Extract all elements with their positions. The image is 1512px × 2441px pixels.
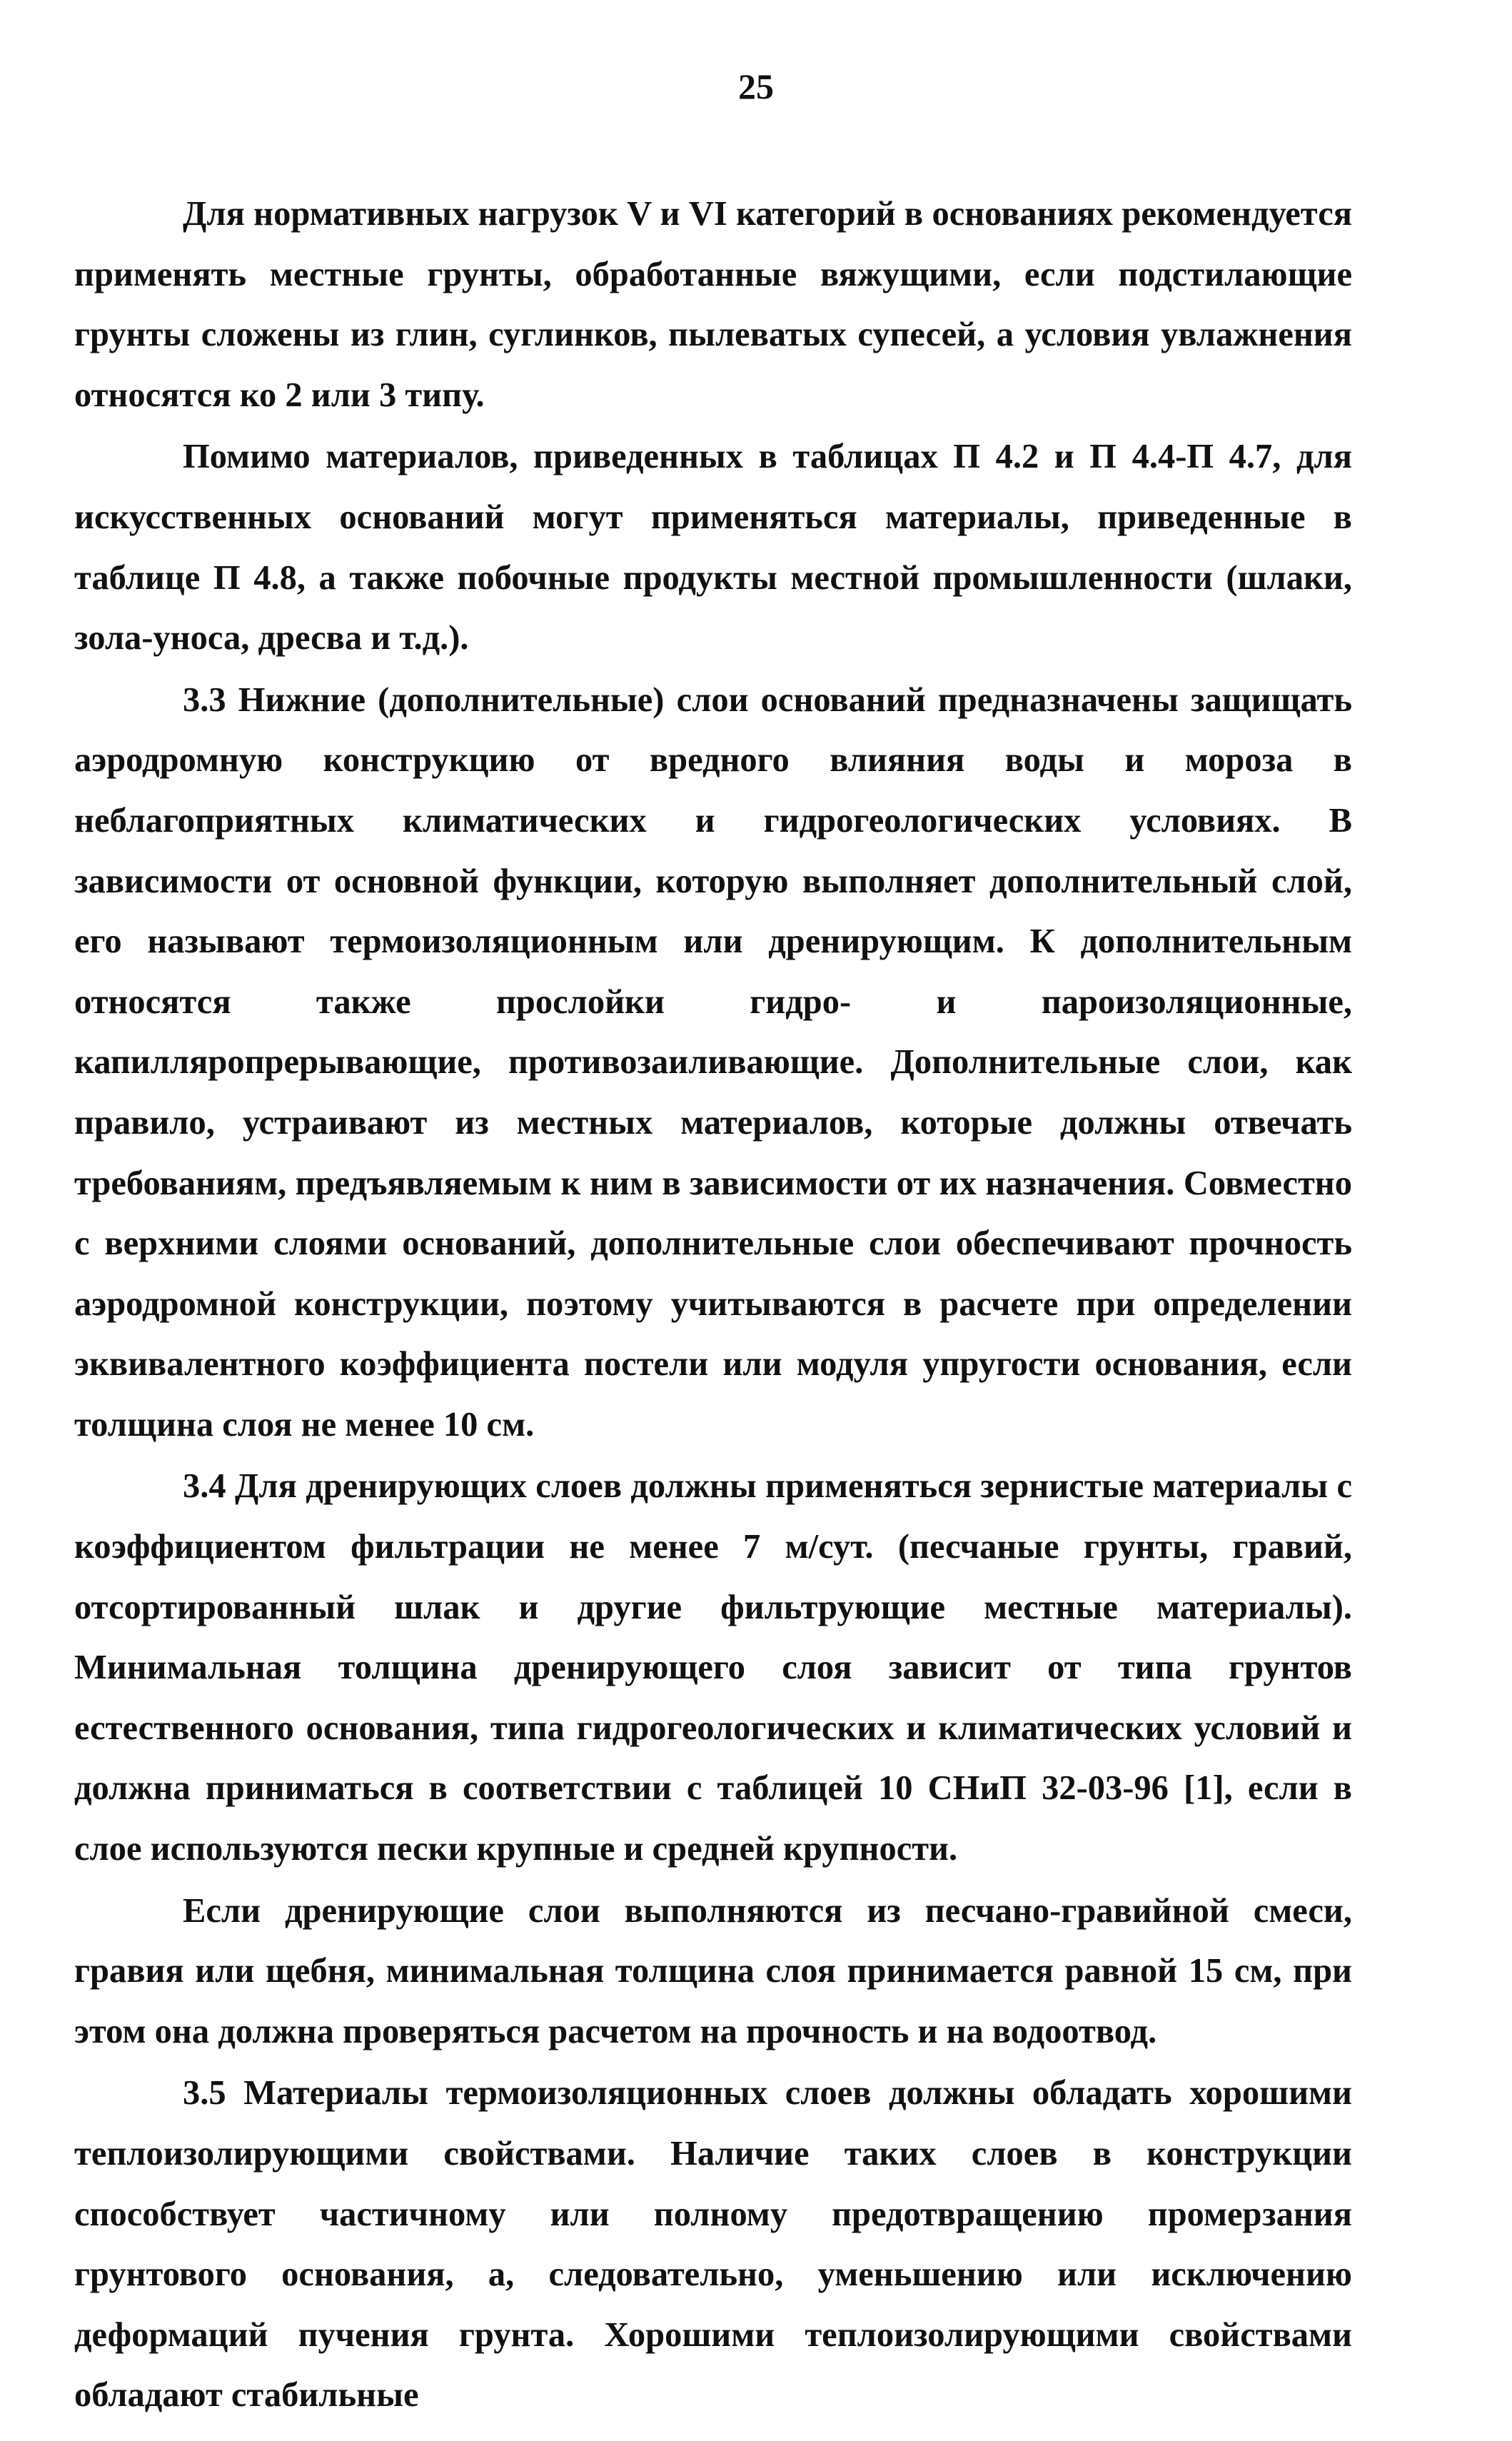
paragraph-section-3-5: 3.5 Материалы термоизоляционных слоев должны обладать хорошими теплоизолирующими свойствами. Наличие таких слоев в конструкции способствует частичному или полному предотвращению промерзания грунтового основания, а, следовательно, уменьшению или исключению деформаций пучения грунта. Хорошими теплоизолирующими свойствами обладают стабильные <box>74 2074 1352 2415</box>
paragraph-section-3-3: 3.3 Нижние (дополнительные) слои оснований предназначены защищать аэродромную конструкцию от вредного влияния воды и мороза в неблагоприятных климатических и гидрогеологических условиях. В зависимости от основной функции, которую выполняет дополнительный слой, его называют термоизоляционным или дренирующим. К дополнительным относятся также прослойки гидро- и пароизоляционные, капилляропрерывающие, противозаиливающие. Дополнительные слои, как правило, устраивают из местных материалов, которые должны отвечать требованиям, предъявляемым к ним в зависимости от их назначения. Совместно с верхними слоями оснований, дополнительные слои обеспечивают прочность аэродромной конструкции, поэтому учитываются в расчете при определении эквивалентного коэффициента постели или модуля упругости основания, если толщина слоя не менее 10 см. <box>74 680 1352 1444</box>
paragraph-subgrade-loads: Для нормативных нагрузок V и VI категорий в основаниях рекомендуется применять местные грунты, обработанные вяжущими, если подстилающие грунты сложены из глин, суглинков, пылеватых супесей, а условия увлажнения относятся ко 2 или 3 типу. <box>74 195 1352 414</box>
paragraph-drainage-gravel: Если дренирующие слои выполняются из песчано-гравийной смеси, гравия или щебня, минимальная толщина слоя принимается равной 15 см, при этом она должна проверяться расчетом на прочность и на водоотвод. <box>74 1891 1352 2050</box>
paragraph-section-3-4: 3.4 Для дренирующих слоев должны применяться зернистые материалы с коэффициентом фильтрации не менее 7 м/сут. (песчаные грунты, гравий, отсортированный шлак и другие фильтрующие местные материалы). Минимальная толщина дренирующего слоя зависит от типа грунтов естественного основания, типа гидрогеологических и климатических условий и должна приниматься в соответствии с таблицей 10 СНиП 32-03-96 [1], если в слое используются пески крупные и средней крупности. <box>74 1467 1352 1868</box>
document-body <box>74 184 1352 2427</box>
page-number: 25 <box>738 66 774 106</box>
paragraph-materials: Помимо материалов, приведенных в таблицах П 4.2 и П 4.4-П 4.7, для искусственных оснований могут применяться материалы, приведенные в таблице П 4.8, а также побочные продукты местной промышленности (шлаки, зола-уноса, дресва и т.д.). <box>74 438 1352 658</box>
